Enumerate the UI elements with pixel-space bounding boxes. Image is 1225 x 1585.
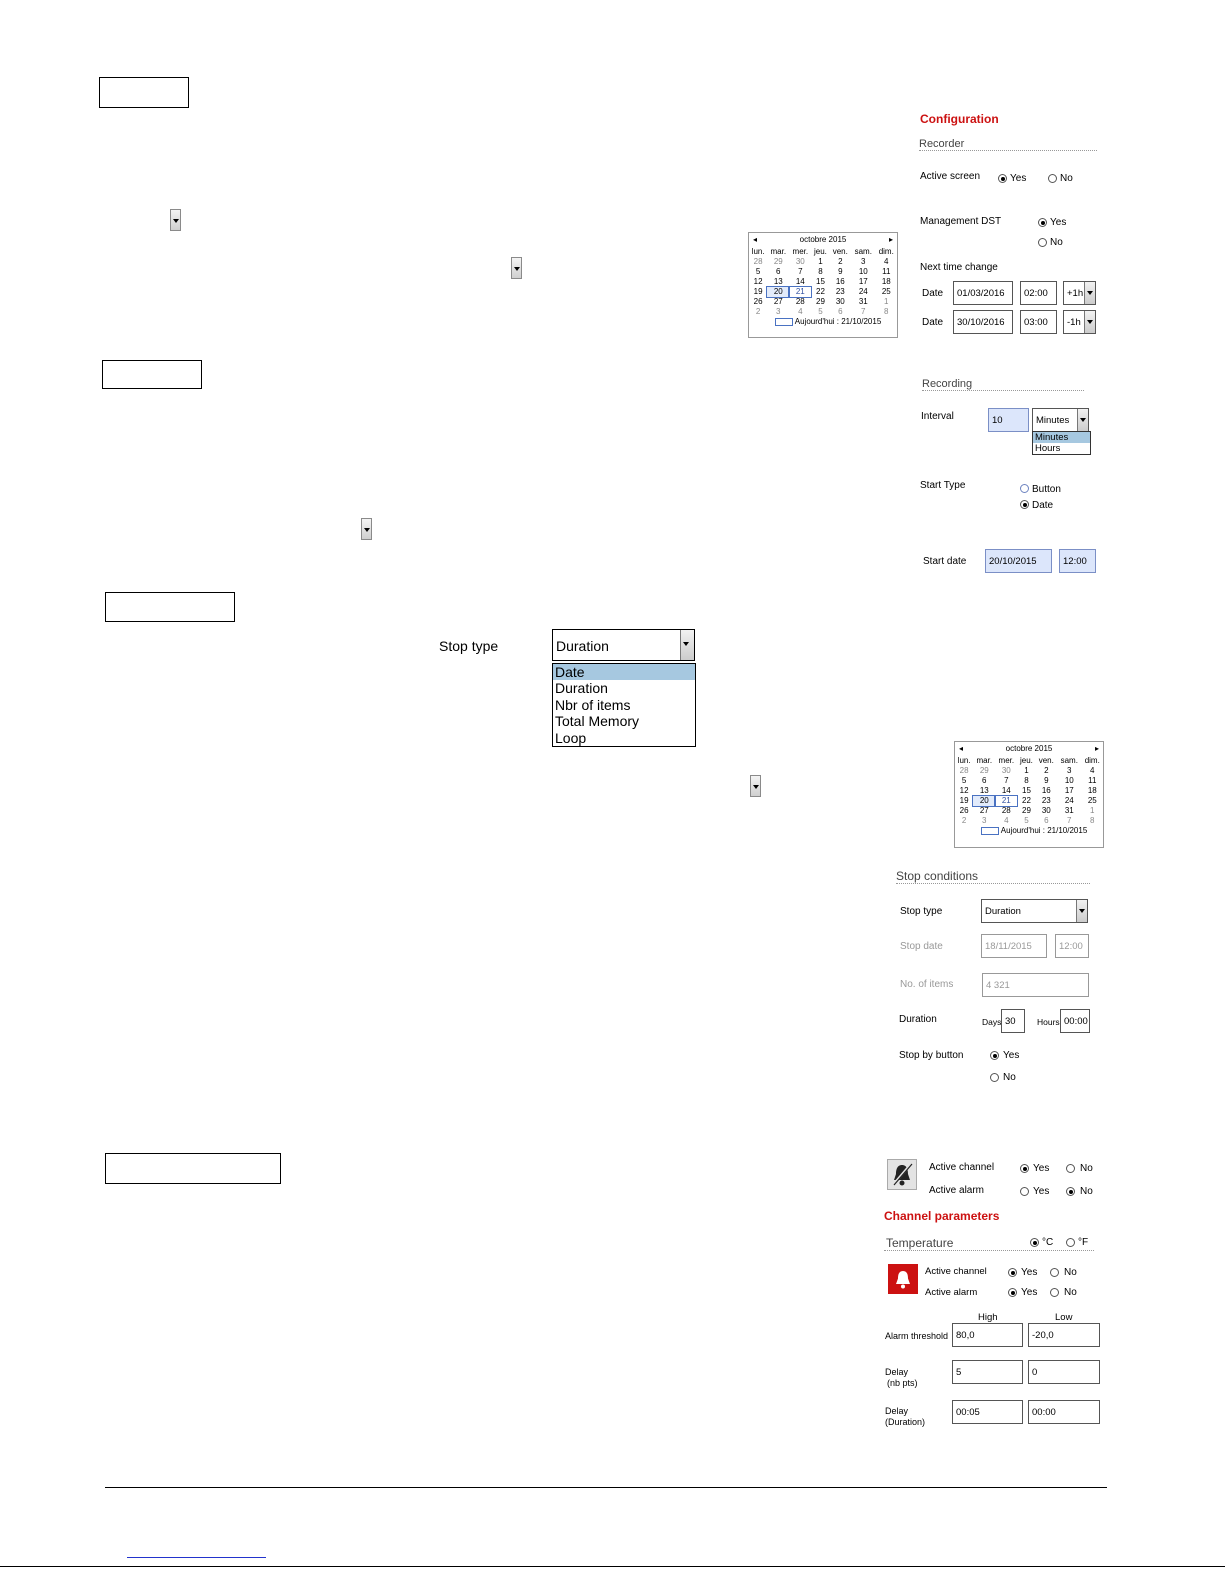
stop-type-option[interactable]: Total Memory (555, 713, 640, 730)
cp-active-channel-label: Active channel (925, 1266, 987, 1277)
calendar-day[interactable]: 6 (838, 307, 843, 316)
next-month-icon[interactable]: ▸ (888, 235, 893, 244)
calendar-day[interactable]: 24 (1064, 796, 1074, 805)
calendar-day[interactable]: 10 (858, 267, 868, 276)
start-type-button-radio[interactable] (1020, 484, 1029, 493)
unit-fahrenheit-label: °F (1078, 1237, 1089, 1248)
chevron-down-icon[interactable] (1076, 900, 1087, 922)
calendar-month: octobre 2015 (1005, 744, 1053, 753)
today-swatch (981, 827, 999, 835)
ntc-row2-offset-value: -1h (1067, 317, 1081, 328)
duration-days-input[interactable]: 30 (1001, 1009, 1025, 1033)
calendar-day[interactable]: 19 (959, 796, 969, 805)
top-active-alarm-label: Active alarm (929, 1185, 985, 1196)
calendar-day[interactable]: 10 (1064, 776, 1074, 785)
cp-active-alarm-yes-radio[interactable] (1008, 1288, 1017, 1297)
interval-option-hours[interactable]: Hours (1035, 443, 1061, 454)
section-label-box-2 (102, 360, 202, 389)
calendar-day[interactable]: 5 (818, 307, 823, 316)
stop-type-options-list (552, 663, 696, 747)
calendar-day[interactable]: 14 (795, 277, 805, 286)
calendar-day[interactable]: 22 (816, 287, 825, 296)
dropdown-arrow-icon[interactable] (170, 209, 181, 231)
stop-by-button-yes-radio[interactable] (990, 1051, 999, 1060)
cp-active-channel-no-label: No (1064, 1267, 1077, 1278)
temperature-group-title: Temperature (886, 1236, 954, 1250)
temperature-divider (884, 1250, 1094, 1251)
weekday-label: dim. (878, 247, 894, 256)
delay-duration-sub: (Duration) (885, 1417, 926, 1427)
top-active-channel-no-radio[interactable] (1066, 1164, 1075, 1173)
calendar-day[interactable]: 4 (1090, 766, 1095, 775)
calendar-day[interactable]: 30 (1001, 766, 1011, 775)
next-month-icon[interactable]: ▸ (1094, 744, 1099, 753)
calendar-day[interactable]: 8 (1024, 776, 1029, 785)
ntc-row1-offset-value: +1h (1067, 288, 1084, 299)
calendar-day[interactable]: 18 (1087, 786, 1097, 795)
calendar-day[interactable]: 15 (1022, 786, 1031, 795)
calendar-day[interactable]: 15 (816, 277, 825, 286)
recording-group-title: Recording (922, 378, 1084, 391)
alarm-on-icon (888, 1264, 918, 1294)
col-high-header: High (978, 1312, 998, 1323)
section-label-box-3 (105, 592, 235, 622)
chevron-down-icon[interactable] (1084, 311, 1095, 333)
calendar-day[interactable]: 1 (818, 257, 823, 266)
delay-duration-low-input[interactable]: 00:00 (1028, 1400, 1100, 1424)
start-date-input[interactable]: 20/10/2015 (985, 549, 1052, 573)
calendar-day[interactable]: 27 (773, 297, 783, 306)
calendar-grid (749, 247, 897, 317)
cp-active-alarm-yes-label: Yes (1021, 1287, 1038, 1298)
prev-month-icon[interactable]: ◂ (959, 744, 964, 753)
chevron-down-icon[interactable] (1077, 409, 1088, 431)
no-of-items-label: No. of items (900, 979, 954, 990)
today-link[interactable]: Aujourd'hui : 21/10/2015 (1000, 826, 1088, 835)
weekday-label: jeu. (1020, 756, 1033, 765)
ntc-row2-date-input[interactable]: 30/10/2016 (953, 310, 1013, 334)
calendar-day[interactable]: 1 (1024, 766, 1029, 775)
calendar-day[interactable]: 30 (835, 297, 845, 306)
stop-by-button-label: Stop by button (899, 1050, 964, 1061)
stop-date-label: Stop date (900, 941, 943, 952)
calendar-day[interactable]: 7 (1067, 816, 1072, 825)
calendar-day[interactable]: 23 (1041, 796, 1051, 805)
weekday-label: sam. (854, 247, 872, 256)
top-active-alarm-yes-label: Yes (1033, 1186, 1050, 1197)
start-type-button-label: Button (1032, 484, 1061, 495)
calendar-day[interactable]: 8 (1090, 816, 1095, 825)
start-type-date-label: Date (1032, 500, 1054, 511)
delay-pts-label: Delay (885, 1367, 909, 1377)
delay-pts-sub: (nb pts) (887, 1378, 918, 1388)
calendar-day[interactable]: 25 (1087, 796, 1097, 805)
weekday-label: ven. (1038, 756, 1054, 765)
management-dst-label: Management DST (920, 216, 1002, 227)
stop-type-option[interactable]: Loop (555, 729, 587, 746)
calendar-day[interactable]: 28 (959, 766, 969, 775)
dst-no-radio[interactable] (1038, 238, 1047, 247)
top-active-channel-no-label: No (1080, 1163, 1093, 1174)
calendar-day[interactable]: 1 (1090, 806, 1095, 815)
dropdown-arrow-icon[interactable] (511, 257, 522, 279)
weekday-label: dim. (1084, 756, 1100, 765)
calendar-day[interactable]: 30 (1041, 806, 1051, 815)
start-date-label: Start date (923, 556, 967, 567)
start-time-input[interactable]: 12:00 (1059, 549, 1096, 573)
section-label-box-1 (99, 77, 189, 108)
calendar-day[interactable]: 13 (773, 277, 783, 286)
calendar-day[interactable]: 8 (884, 307, 889, 316)
top-active-channel-label: Active channel (929, 1162, 995, 1173)
calendar-day[interactable]: 22 (1022, 796, 1031, 805)
chevron-down-icon[interactable] (680, 630, 694, 660)
calendar-day[interactable]: 31 (858, 297, 868, 306)
unit-fahrenheit-radio[interactable] (1066, 1238, 1075, 1247)
dst-yes-radio[interactable] (1038, 218, 1047, 227)
calendar-day[interactable]: 11 (1088, 776, 1097, 785)
ntc-row2-time-input[interactable]: 03:00 (1020, 310, 1057, 334)
calendar-day-selected[interactable]: 20 (973, 796, 995, 806)
calendar-day[interactable]: 3 (861, 257, 866, 266)
next-time-change-label: Next time change (920, 262, 998, 273)
dst-yes-label: Yes (1050, 217, 1067, 228)
start-type-date-radio[interactable] (1020, 500, 1029, 509)
weekday-label: mar. (770, 247, 787, 256)
prev-month-icon[interactable]: ◂ (753, 235, 758, 244)
calendar-day[interactable]: 7 (861, 307, 866, 316)
ntc-row2-label: Date (922, 317, 944, 328)
calendar-day[interactable]: 4 (1004, 816, 1009, 825)
cp-active-channel-no-radio[interactable] (1050, 1268, 1059, 1277)
calendar-day[interactable]: 26 (753, 297, 763, 306)
interval-unit-options (1032, 431, 1091, 455)
calendar-day[interactable]: 2 (755, 307, 761, 316)
calendar-day[interactable]: 1 (884, 297, 889, 306)
calendar-day[interactable]: 26 (959, 806, 969, 815)
stop-type-option[interactable]: Duration (555, 680, 608, 697)
weekday-label: sam. (1060, 756, 1078, 765)
calendar-day[interactable]: 13 (979, 786, 989, 795)
duration-hours-input[interactable]: 00:00 (1060, 1009, 1090, 1033)
calendar-day[interactable]: 2 (961, 816, 967, 825)
stop-type-label: Stop type (900, 906, 943, 917)
stop-type-option[interactable]: Date (553, 664, 695, 680)
alarm-threshold-label: Alarm threshold (885, 1331, 949, 1341)
calendar-day[interactable]: 30 (795, 257, 805, 266)
stop-type-select[interactable] (981, 899, 1088, 923)
calendar-day[interactable]: 8 (818, 267, 823, 276)
ntc-row1-offset-select[interactable] (1063, 281, 1096, 305)
calendar-day[interactable]: 5 (961, 776, 967, 785)
stop-type-large-select[interactable] (552, 629, 695, 661)
weekday-label: mar. (976, 756, 993, 765)
stop-by-button-yes-label: Yes (1003, 1050, 1020, 1061)
cp-active-alarm-label: Active alarm (925, 1287, 978, 1298)
calendar-day-today[interactable]: 21 (995, 796, 1017, 806)
cp-active-alarm-no-radio[interactable] (1050, 1288, 1059, 1297)
calendar-day[interactable]: 29 (773, 257, 783, 266)
calendar-day[interactable]: 7 (1004, 776, 1009, 785)
alarm-threshold-high-input[interactable]: 80,0 (952, 1323, 1023, 1347)
interval-label: Interval (921, 411, 954, 422)
dropdown-arrow-icon[interactable] (361, 518, 372, 540)
calendar-day[interactable]: 16 (1041, 786, 1051, 795)
weekday-label: mer. (792, 247, 809, 256)
stop-date-input[interactable]: 18/11/2015 (981, 934, 1047, 958)
delay-duration-high-input[interactable]: 00:05 (952, 1400, 1023, 1424)
top-active-alarm-no-radio[interactable] (1066, 1187, 1075, 1196)
interval-option-minutes[interactable]: Minutes (1033, 432, 1090, 443)
today-link[interactable]: Aujourd'hui : 21/10/2015 (794, 317, 882, 326)
ntc-row1-time-input[interactable]: 02:00 (1020, 281, 1057, 305)
page-bottom-rule (0, 1566, 1225, 1567)
recorder-group-title: Recorder (919, 138, 1097, 151)
calendar-day[interactable]: 17 (1064, 786, 1074, 795)
calendar-day[interactable]: 29 (979, 766, 989, 775)
calendar-day[interactable]: 31 (1064, 806, 1074, 815)
interval-unit-select[interactable] (1032, 408, 1089, 432)
calendar-day[interactable]: 28 (753, 257, 763, 266)
calendar-day[interactable]: 6 (1044, 816, 1049, 825)
calendar-day[interactable]: 5 (755, 267, 761, 276)
delay-duration-label: Delay (885, 1406, 909, 1416)
calendar-day[interactable]: 16 (835, 277, 845, 286)
delay-pts-low-input[interactable]: 0 (1028, 1360, 1100, 1384)
calendar-day[interactable]: 3 (982, 816, 987, 825)
calendar-day[interactable]: 24 (858, 287, 868, 296)
calendar-day[interactable]: 19 (753, 287, 763, 296)
calendar-popup-2 (954, 741, 1104, 848)
alarm-threshold-low-input[interactable]: -20,0 (1028, 1323, 1100, 1347)
calendar-day[interactable]: 9 (838, 267, 843, 276)
interval-unit-value: Minutes (1036, 415, 1070, 426)
alarm-off-icon (887, 1159, 917, 1190)
top-active-alarm-no-label: No (1080, 1186, 1093, 1197)
calendar-day-today[interactable]: 21 (789, 287, 811, 297)
ntc-row1-label: Date (922, 288, 944, 299)
calendar-popup (748, 232, 898, 338)
interval-input[interactable]: 10 (988, 408, 1029, 432)
calendar-day[interactable]: 4 (798, 307, 803, 316)
calendar-day[interactable]: 28 (1001, 806, 1011, 815)
calendar-month: octobre 2015 (799, 235, 847, 244)
top-active-channel-yes-radio[interactable] (1020, 1164, 1029, 1173)
footer-rule (105, 1487, 1107, 1488)
chevron-down-icon[interactable] (1084, 282, 1095, 304)
ntc-row1-date-input[interactable]: 01/03/2016 (953, 281, 1013, 305)
calendar-day[interactable]: 27 (979, 806, 989, 815)
calendar-day[interactable]: 18 (881, 277, 891, 286)
unit-celsius-label: °C (1042, 1237, 1054, 1248)
cp-active-channel-yes-label: Yes (1021, 1267, 1038, 1278)
stop-type-large-value: Duration (556, 638, 609, 654)
calendar-day[interactable]: 28 (795, 297, 805, 306)
cp-active-channel-yes-radio[interactable] (1008, 1268, 1017, 1277)
top-active-channel-yes-label: Yes (1033, 1163, 1050, 1174)
config-title: Configuration (920, 112, 999, 126)
active-screen-yes-label: Yes (1010, 173, 1027, 184)
today-swatch (775, 318, 793, 326)
calendar-day[interactable]: 6 (776, 267, 781, 276)
active-screen-no-radio[interactable] (1048, 174, 1057, 183)
calendar-day[interactable]: 25 (881, 287, 891, 296)
ntc-row2-offset-select[interactable] (1063, 310, 1096, 334)
delay-pts-high-input[interactable]: 5 (952, 1360, 1023, 1384)
calendar-day[interactable]: 3 (776, 307, 781, 316)
calendar-day[interactable]: 2 (838, 257, 843, 266)
weekday-label: jeu. (814, 247, 827, 256)
calendar-day[interactable]: 17 (858, 277, 868, 286)
weekday-label: ven. (832, 247, 848, 256)
unit-celsius-radio[interactable] (1030, 1238, 1039, 1247)
calendar-day[interactable]: 5 (1024, 816, 1029, 825)
calendar-day[interactable]: 7 (798, 267, 803, 276)
calendar-day-selected[interactable]: 20 (767, 287, 789, 297)
calendar-day[interactable]: 6 (982, 776, 987, 785)
cp-active-alarm-no-label: No (1064, 1287, 1077, 1298)
stop-conditions-group-title: Stop conditions (896, 869, 1090, 884)
dropdown-arrow-icon[interactable] (750, 775, 761, 797)
weekday-label: mer. (998, 756, 1015, 765)
calendar-day[interactable]: 14 (1001, 786, 1011, 795)
calendar-day[interactable]: 9 (1044, 776, 1049, 785)
calendar-day[interactable]: 29 (816, 297, 825, 306)
section-label-box-4 (105, 1153, 281, 1184)
active-screen-label: Active screen (920, 171, 981, 182)
calendar-day[interactable]: 23 (835, 287, 845, 296)
stop-type-large-label: Stop type (439, 638, 499, 654)
calendar-day[interactable]: 11 (882, 267, 891, 276)
top-active-alarm-yes-radio[interactable] (1020, 1187, 1029, 1196)
weekday-label: lun. (751, 247, 765, 256)
calendar-day[interactable]: 4 (884, 257, 889, 266)
weekday-label: lun. (957, 756, 971, 765)
stop-type-value: Duration (985, 906, 1021, 917)
channel-parameters-title: Channel parameters (884, 1209, 1000, 1223)
calendar-day[interactable]: 2 (1044, 766, 1049, 775)
calendar-day[interactable]: 12 (959, 786, 969, 795)
footer-link-underline (127, 1557, 266, 1558)
col-low-header: Low (1055, 1312, 1073, 1323)
calendar-day[interactable]: 12 (753, 277, 763, 286)
duration-days-label: Days (982, 1017, 1002, 1027)
duration-hours-label: Hours (1037, 1017, 1060, 1027)
calendar-day[interactable]: 29 (1022, 806, 1031, 815)
stop-by-button-no-radio[interactable] (990, 1073, 999, 1082)
calendar-day[interactable]: 3 (1067, 766, 1072, 775)
stop-time-input[interactable]: 12:00 (1055, 934, 1089, 958)
start-type-label: Start Type (920, 480, 966, 491)
stop-by-button-no-label: No (1003, 1072, 1016, 1083)
active-screen-no-label: No (1060, 173, 1073, 184)
stop-type-option[interactable]: Nbr of items (555, 696, 631, 713)
no-of-items-input[interactable]: 4 321 (982, 973, 1089, 997)
duration-label: Duration (899, 1014, 937, 1025)
dst-no-label: No (1050, 237, 1063, 248)
active-screen-yes-radio[interactable] (998, 174, 1007, 183)
calendar-grid (955, 756, 1103, 826)
